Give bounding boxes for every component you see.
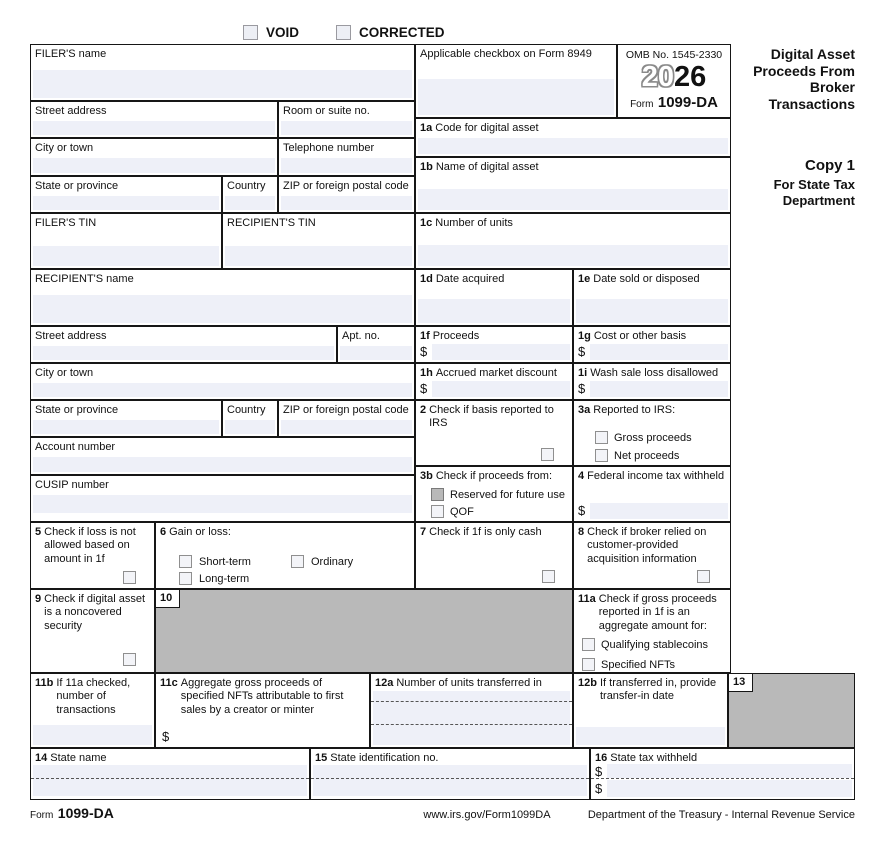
recipient-city-field[interactable] xyxy=(33,383,412,397)
recipient-state-label: State or province xyxy=(35,404,119,416)
box-1c-number: 1c xyxy=(420,217,433,229)
box-3b-number: 3b xyxy=(420,470,433,482)
box-11a-stablecoins-checkbox[interactable] xyxy=(582,638,595,651)
box-1i-label: Wash sale loss disallowed xyxy=(590,367,719,379)
filer-city-field[interactable] xyxy=(33,158,275,173)
box-6-number: 6 xyxy=(160,526,167,538)
box-3a-number: 3a xyxy=(578,404,591,416)
box-15-field[interactable] xyxy=(313,765,587,796)
footer-form-number: 1099-DA xyxy=(57,805,114,821)
box-6-label: Gain or loss: xyxy=(169,526,231,538)
box-3a xyxy=(573,400,731,466)
box-11a-stablecoins-label: Qualifying stablecoins xyxy=(601,639,709,651)
filer-room-box xyxy=(278,101,415,138)
filer-name-box xyxy=(30,44,415,101)
filer-city-box xyxy=(30,138,278,176)
box-3b-qof-label: QOF xyxy=(450,506,474,518)
box-8-checkbox[interactable] xyxy=(697,570,710,583)
box-10-number: 10 xyxy=(156,590,180,608)
recipient-zip-box xyxy=(278,400,415,437)
form-word: Form xyxy=(630,99,654,110)
box-1d-number: 1d xyxy=(420,273,433,285)
footer-form-word: Form xyxy=(30,810,54,821)
box-4-field[interactable] xyxy=(590,503,728,519)
box-11b-label: If 11a checked, number of transactions xyxy=(56,677,131,716)
recipient-zip-field[interactable] xyxy=(281,420,412,434)
form8949-label: Applicable checkbox on Form 8949 xyxy=(420,48,592,60)
box-1b-field[interactable] xyxy=(418,189,728,210)
form-title-line1: Digital Asset xyxy=(770,46,855,62)
box-1h-dollar-sign: $ xyxy=(420,381,428,396)
account-number-label: Account number xyxy=(35,441,116,453)
box-1c-label: Number of units xyxy=(435,217,513,229)
box-11c-number: 11c xyxy=(160,677,178,689)
box-1h xyxy=(415,363,573,400)
box-4 xyxy=(573,466,731,522)
box-14-field[interactable] xyxy=(33,765,307,796)
box-11b xyxy=(30,673,155,748)
recipient-street-field[interactable] xyxy=(33,346,334,360)
recipient-zip-label: ZIP or foreign postal code xyxy=(283,404,409,416)
filer-country-box xyxy=(222,176,278,213)
filer-zip-box xyxy=(278,176,415,213)
box-1d-field[interactable] xyxy=(418,299,570,323)
box-6-ordinary-checkbox[interactable] xyxy=(291,555,304,568)
filer-city-label: City or town xyxy=(35,142,94,154)
account-number-box xyxy=(30,437,415,475)
box-1e-number: 1e xyxy=(578,273,591,285)
box-1g-dollar-sign: $ xyxy=(578,344,586,359)
filer-state-label: State or province xyxy=(35,180,119,192)
recipient-tin-label: RECIPIENT'S TIN xyxy=(227,217,316,229)
box-1i-number: 1i xyxy=(578,367,588,379)
box-11c-dollar-sign: $ xyxy=(162,729,170,744)
box-15-dashed-line xyxy=(311,778,589,779)
box-6-short-term-checkbox[interactable] xyxy=(179,555,192,568)
box-3a-label: Reported to IRS: xyxy=(593,404,676,416)
box-5-checkbox[interactable] xyxy=(123,571,136,584)
recipient-name-label: RECIPIENT'S name xyxy=(35,273,134,285)
box-10-reserved xyxy=(155,589,573,673)
box-3b-label: Check if proceeds from: xyxy=(435,470,552,482)
box-5-label: Check if loss is not allowed based on amount in 1f xyxy=(44,526,136,565)
form-number-line xyxy=(618,94,730,112)
recipient-city-label: City or town xyxy=(35,367,94,379)
filer-street-label: Street address xyxy=(35,105,107,117)
box-9-number: 9 xyxy=(35,593,42,605)
recipient-country-label: Country xyxy=(227,404,266,416)
form-title-line2: Proceeds From xyxy=(753,62,855,79)
box-1e xyxy=(573,269,731,326)
box-15-label: State identification no. xyxy=(330,752,439,764)
box-11a xyxy=(573,589,731,673)
box-3b-reserved-checkbox[interactable] xyxy=(431,488,444,501)
box-1g xyxy=(573,326,731,363)
box-2-label: Check if basis reported to IRS xyxy=(429,404,554,430)
box-1b-number: 1b xyxy=(420,161,433,173)
form-title-line4: Transactions xyxy=(768,95,855,112)
filer-room-label: Room or suite no. xyxy=(283,105,370,117)
form8949-field[interactable] xyxy=(418,79,614,115)
recipient-state-box xyxy=(30,400,222,437)
recipient-tin-box xyxy=(222,213,415,269)
account-number-field[interactable] xyxy=(33,457,412,472)
box-11b-number: 11b xyxy=(35,677,54,689)
box-9-label: Check if digital asset is a noncovered security xyxy=(44,593,146,632)
box-7-checkbox[interactable] xyxy=(542,570,555,583)
box-11c xyxy=(155,673,370,748)
box-1h-field[interactable] xyxy=(432,381,570,397)
box-2-checkbox[interactable] xyxy=(541,448,554,461)
box-1g-label: Cost or other basis xyxy=(593,330,687,342)
box-12b-label: If transferred in, provide transfer-in date xyxy=(599,677,717,703)
box-5 xyxy=(30,522,155,589)
filer-phone-box xyxy=(278,138,415,176)
box-13-reserved xyxy=(728,673,855,748)
cusip-number-field[interactable] xyxy=(33,495,412,513)
filer-zip-field[interactable] xyxy=(281,196,412,210)
form-title xyxy=(730,46,855,112)
box-1i xyxy=(573,363,731,400)
box-11c-label: Aggregate gross proceeds of specified NFTs attributable to first sales by a creator or minter xyxy=(180,677,344,716)
box-11a-nfts-label: Specified NFTs xyxy=(601,659,675,671)
box-1i-dollar-sign: $ xyxy=(578,381,586,396)
box-6-short-term-label: Short-term xyxy=(199,556,251,568)
cusip-number-box xyxy=(30,475,415,522)
filer-zip-label: ZIP or foreign postal code xyxy=(283,180,409,192)
void-checkbox[interactable] xyxy=(243,25,258,40)
tax-year xyxy=(618,62,730,92)
box-12a-number: 12a xyxy=(375,677,394,689)
filer-phone-field[interactable] xyxy=(281,158,412,173)
box-11b-field[interactable] xyxy=(33,725,152,745)
box-2-number: 2 xyxy=(420,404,427,416)
recipient-country-box xyxy=(222,400,278,437)
copy-number: Copy 1 xyxy=(804,157,855,174)
box-12a-label: Number of units transferred in xyxy=(396,677,542,689)
box-3a-gross-proceeds-checkbox[interactable] xyxy=(595,431,608,444)
box-12a-dashed-line-1 xyxy=(371,701,572,702)
box-1h-number: 1h xyxy=(420,367,433,379)
box-14 xyxy=(30,748,310,800)
tax-year-bold: 26 xyxy=(674,61,707,93)
filer-name-label: FILER'S name xyxy=(35,48,107,60)
box-6 xyxy=(155,522,415,589)
box-3a-net-proceeds-checkbox[interactable] xyxy=(595,449,608,462)
box-9 xyxy=(30,589,155,673)
tax-year-outline: 20 xyxy=(641,61,674,93)
recipient-name-field[interactable] xyxy=(33,295,412,323)
recipient-street-box xyxy=(30,326,337,363)
box-1c xyxy=(415,213,731,269)
box-7-number: 7 xyxy=(420,526,427,538)
corrected-label: CORRECTED xyxy=(359,25,445,40)
box-1b xyxy=(415,157,731,213)
box-12a-field[interactable] xyxy=(373,691,570,745)
box-1i-field[interactable] xyxy=(590,381,728,397)
box-12b-field[interactable] xyxy=(576,727,725,745)
recipient-city-box xyxy=(30,363,415,400)
cusip-number-label: CUSIP number xyxy=(35,479,109,491)
filer-phone-label: Telephone number xyxy=(283,142,375,154)
box-13-number: 13 xyxy=(729,674,753,692)
recipient-apt-box xyxy=(337,326,415,363)
filer-country-field[interactable] xyxy=(225,196,275,210)
box-3a-net-proceeds-label: Net proceeds xyxy=(614,450,680,462)
copy-for-line2: Department xyxy=(782,192,855,208)
recipient-street-label: Street address xyxy=(35,330,107,342)
filer-room-field[interactable] xyxy=(281,121,412,135)
box-6-long-term-checkbox[interactable] xyxy=(179,572,192,585)
box-1f-number: 1f xyxy=(420,330,430,342)
filer-tin-field[interactable] xyxy=(33,246,219,266)
box-3b xyxy=(415,466,573,522)
box-1c-field[interactable] xyxy=(418,245,728,266)
footer-form-id xyxy=(30,805,114,823)
void-label: VOID xyxy=(266,25,300,40)
box-11a-label: Check if gross proceeds reported in 1f is an aggregate amount for: xyxy=(598,593,717,632)
box-16-label: State tax withheld xyxy=(610,752,698,764)
box-8-label: Check if broker relied on customer-provided acquisition information xyxy=(587,526,707,565)
box-16-dollar-sign-1: $ xyxy=(595,764,603,779)
filer-street-field[interactable] xyxy=(33,121,275,135)
box-1a xyxy=(415,118,731,157)
box-1f-field[interactable] xyxy=(432,344,570,360)
box-2 xyxy=(415,400,573,466)
box-3b-reserved-label: Reserved for future use xyxy=(450,489,565,501)
box-5-number: 5 xyxy=(35,526,42,538)
box-16-field-1[interactable] xyxy=(607,764,852,778)
form-title-line3: Broker xyxy=(809,79,855,95)
box-3a-gross-proceeds-label: Gross proceeds xyxy=(614,432,692,444)
copy-for-line1: For State Tax xyxy=(773,177,855,192)
copy-for xyxy=(730,177,855,208)
box-1f-label: Proceeds xyxy=(432,330,480,342)
box-16-field-2[interactable] xyxy=(607,780,852,797)
omb-number: OMB No. 1545-2330 xyxy=(625,49,723,61)
box-1a-label: Code for digital asset xyxy=(435,122,539,134)
filer-name-field[interactable] xyxy=(33,70,412,98)
footer-agency: Department of the Treasury - Internal Revenue Service xyxy=(587,809,855,821)
box-1e-label: Date sold or disposed xyxy=(593,273,700,285)
recipient-apt-field[interactable] xyxy=(340,346,412,360)
box-6-long-term-label: Long-term xyxy=(199,573,250,585)
box-1d-label: Date acquired xyxy=(435,273,505,285)
box-12b-number: 12b xyxy=(578,677,597,689)
omb-year-box xyxy=(617,44,731,118)
box-4-label: Federal income tax withheld xyxy=(587,470,725,482)
filer-street-box xyxy=(30,101,278,138)
box-1e-field[interactable] xyxy=(576,299,728,323)
box-14-dashed-line xyxy=(31,778,309,779)
box-1b-label: Name of digital asset xyxy=(435,161,539,173)
footer-url[interactable]: www.irs.gov/Form1099DA xyxy=(423,809,551,821)
box-4-dollar-sign: $ xyxy=(578,503,586,518)
box-11a-number: 11a xyxy=(578,593,596,605)
corrected-checkbox[interactable] xyxy=(336,25,351,40)
box-1g-field[interactable] xyxy=(590,344,728,360)
box-15 xyxy=(310,748,590,800)
form8949-box xyxy=(415,44,617,118)
recipient-country-field[interactable] xyxy=(225,420,275,434)
box-6-ordinary-label: Ordinary xyxy=(311,556,354,568)
form-number: 1099-DA xyxy=(657,94,718,111)
box-1a-number: 1a xyxy=(420,122,433,134)
box-11a-nfts-checkbox[interactable] xyxy=(582,658,595,671)
box-1f-dollar-sign: $ xyxy=(420,344,428,359)
box-16-dollar-sign-2: $ xyxy=(595,781,603,796)
box-1a-field[interactable] xyxy=(418,138,728,154)
box-8 xyxy=(573,522,731,589)
recipient-name-box xyxy=(30,269,415,326)
box-7 xyxy=(415,522,573,589)
box-16-number: 16 xyxy=(595,752,608,764)
box-1h-label: Accrued market discount xyxy=(435,367,557,379)
box-8-number: 8 xyxy=(578,526,585,538)
box-3b-qof-checkbox[interactable] xyxy=(431,505,444,518)
box-1g-number: 1g xyxy=(578,330,591,342)
box-7-label: Check if 1f is only cash xyxy=(429,526,542,538)
box-16 xyxy=(590,748,855,800)
box-14-label: State name xyxy=(50,752,107,764)
box-4-number: 4 xyxy=(578,470,585,482)
filer-country-label: Country xyxy=(227,180,266,192)
recipient-apt-label: Apt. no. xyxy=(342,330,380,342)
recipient-tin-field[interactable] xyxy=(225,246,412,266)
box-15-number: 15 xyxy=(315,752,328,764)
box-1f xyxy=(415,326,573,363)
recipient-state-field[interactable] xyxy=(33,420,219,434)
filer-state-field[interactable] xyxy=(33,196,219,210)
box-16-dashed-line xyxy=(591,778,854,779)
box-1d xyxy=(415,269,573,326)
box-14-number: 14 xyxy=(35,752,48,764)
box-9-checkbox[interactable] xyxy=(123,653,136,666)
box-12b xyxy=(573,673,728,748)
filer-state-box xyxy=(30,176,222,213)
box-12a xyxy=(370,673,573,748)
filer-tin-box xyxy=(30,213,222,269)
box-12a-dashed-line-2 xyxy=(371,724,572,725)
filer-tin-label: FILER'S TIN xyxy=(35,217,97,229)
